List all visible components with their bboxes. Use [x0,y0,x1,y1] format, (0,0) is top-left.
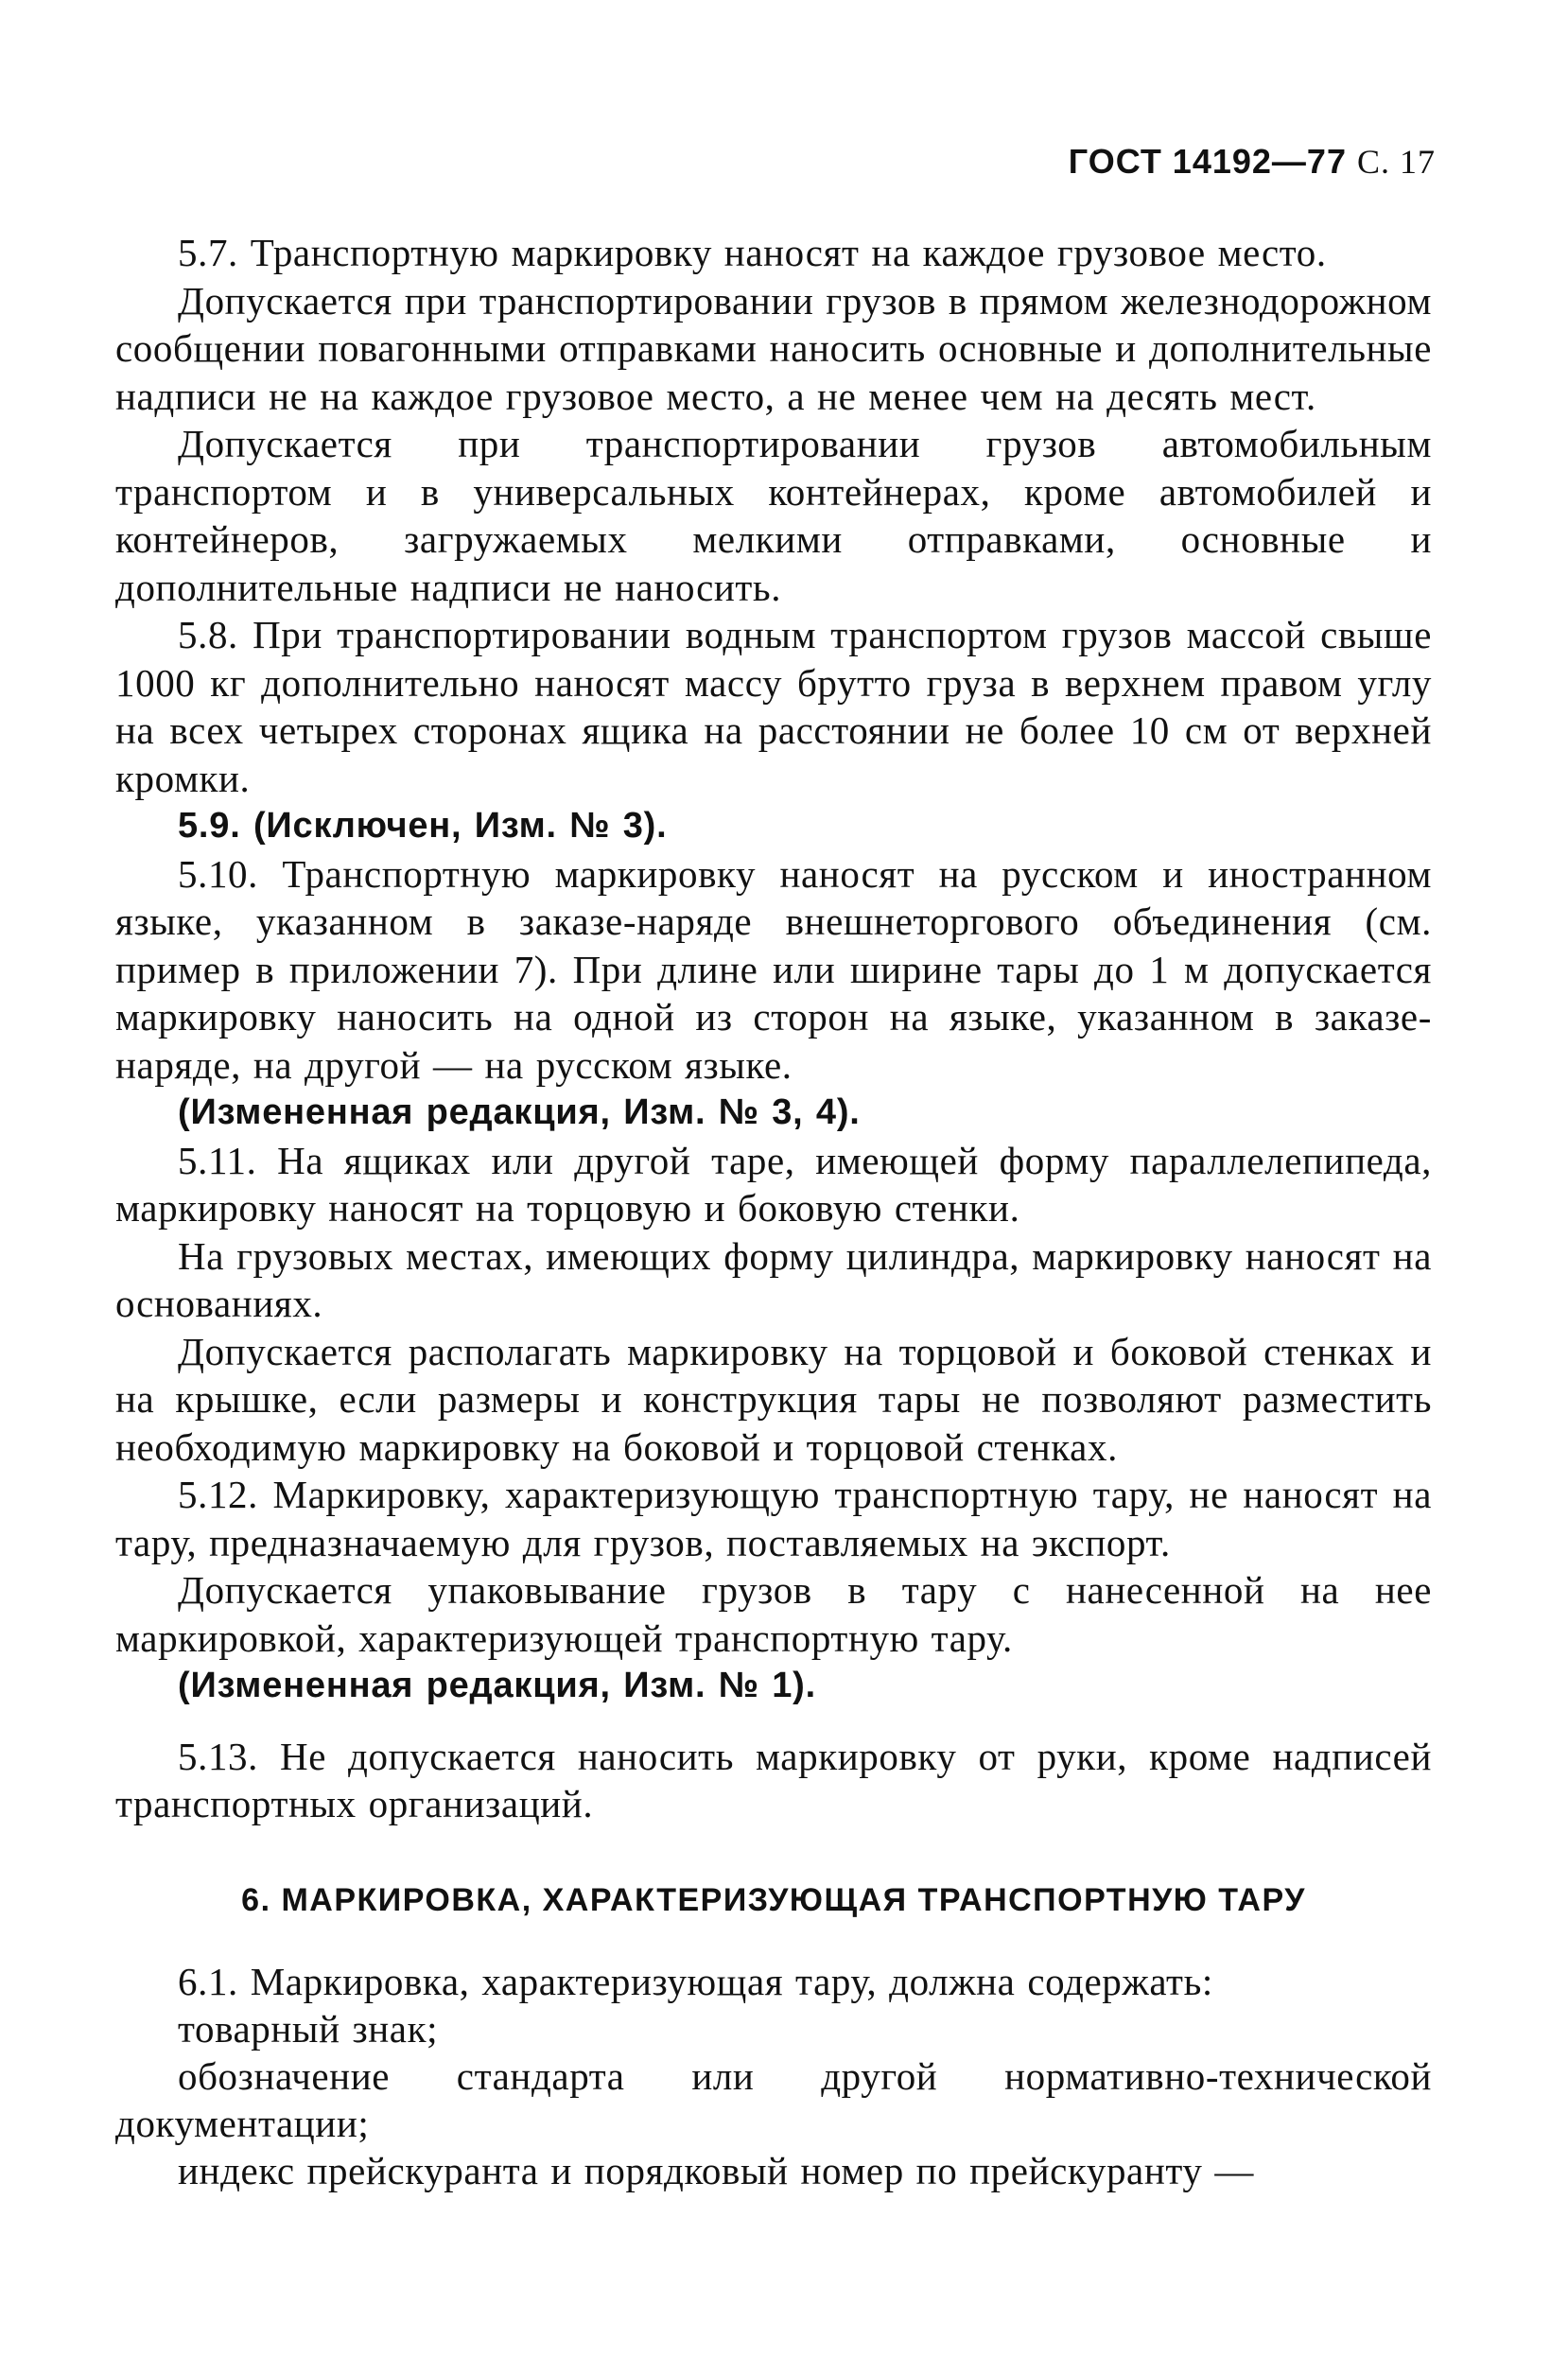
paragraph-5-12-packing: Допускается упаковывание грузов в тару с нанесенной на нее маркировкой, характеризующей транспортную тару. [115,1568,1432,1660]
paragraph-5-10: 5.10. Транспортную маркировку наносят на русском и иностранном языке, указанном в заказе-наряде внешнеторгового объединения (см. пример в приложении 7). При длине или ширине тары до 1 м допускается маркировку наносить на одной из сторон на языке, указанном в заказе-наряде, на другой — на русском языке. [115,851,1432,1087]
standard-number: ГОСТ 14192—77 [1068,142,1347,181]
running-header [1069,142,1436,182]
paragraph-5-9: 5.9. (Исключен, Изм. № 3). [178,806,668,846]
spacer [115,1710,1432,1733]
list-item-trademark: товарный знак; [178,2007,439,2051]
paragraph-5-13: 5.13. Не допускается наносить маркировку от руки, кроме надписей транспортных организаций. [115,1734,1432,1825]
paragraph-5-7-rail: Допускается при транспортировании грузов в прямом железнодорожном сообщении повагонными отправками наносить основные и дополнительные надписи не на каждое грузовое место, а не менее чем на десять мест. [115,278,1432,418]
paragraph-5-11: 5.11. На ящиках или другой таре, имеющей форму параллелепипеда, маркировку наносят на торцовую и боковую стенки. [115,1138,1432,1230]
list-item-price-index: индекс прейскуранта и порядковый номер по прейскуранту — [178,2149,1254,2192]
paragraph-5-7-auto: Допускается при транспортировании грузов автомобильным транспортом и в универсальных контейнерах, кроме автомобилей и контейнеров, загружаемых мелкими отправками, основные и дополнительные надписи не наносить. [115,422,1432,609]
amendment-note-3-4: (Измененная редакция, Изм. № 3, 4). [178,1092,861,1132]
paragraph-5-7: 5.7. Транспортную маркировку наносят на каждое грузовое место. [178,231,1327,274]
paragraph-6-1: 6.1. Маркировка, характеризующая тару, должна содержать: [178,1960,1213,2003]
list-item-standard: обозначение стандарта или другой нормативно-технической документации; [115,2054,1432,2145]
section-5-text [115,229,1432,1828]
section-6-heading: 6. МАРКИРОВКА, ХАРАКТЕРИЗУЮЩАЯ ТРАНСПОРТНУЮ ТАРУ [241,1882,1306,1918]
amendment-note-1: (Измененная редакция, Изм. № 1). [178,1666,816,1705]
paragraph-5-12: 5.12. Маркировку, характеризующую транспортную тару, не наносят на тару, предназначаемую для грузов, поставляемых на экспорт. [115,1473,1432,1564]
paragraph-5-11-lid: Допускается располагать маркировку на торцовой и боковой стенках и на крышке, если размеры и конструкция тары не позволяют разместить необходимую маркировку на боковой и торцовой стенках. [115,1329,1432,1469]
section-6-text [115,1958,1432,2194]
paragraph-5-8: 5.8. При транспортировании водным транспортом грузов массой свыше 1000 кг дополнительно наносят массу брутто груза в верхнем правом углу на всех четырех сторонах ящика на расстоянии не более 10 см от верхней кромки. [115,613,1432,800]
page-number: С. 17 [1356,143,1436,181]
paragraph-5-11-cylinder: На грузовых местах, имеющих форму цилиндра, маркировку наносят на основаниях. [115,1233,1432,1325]
